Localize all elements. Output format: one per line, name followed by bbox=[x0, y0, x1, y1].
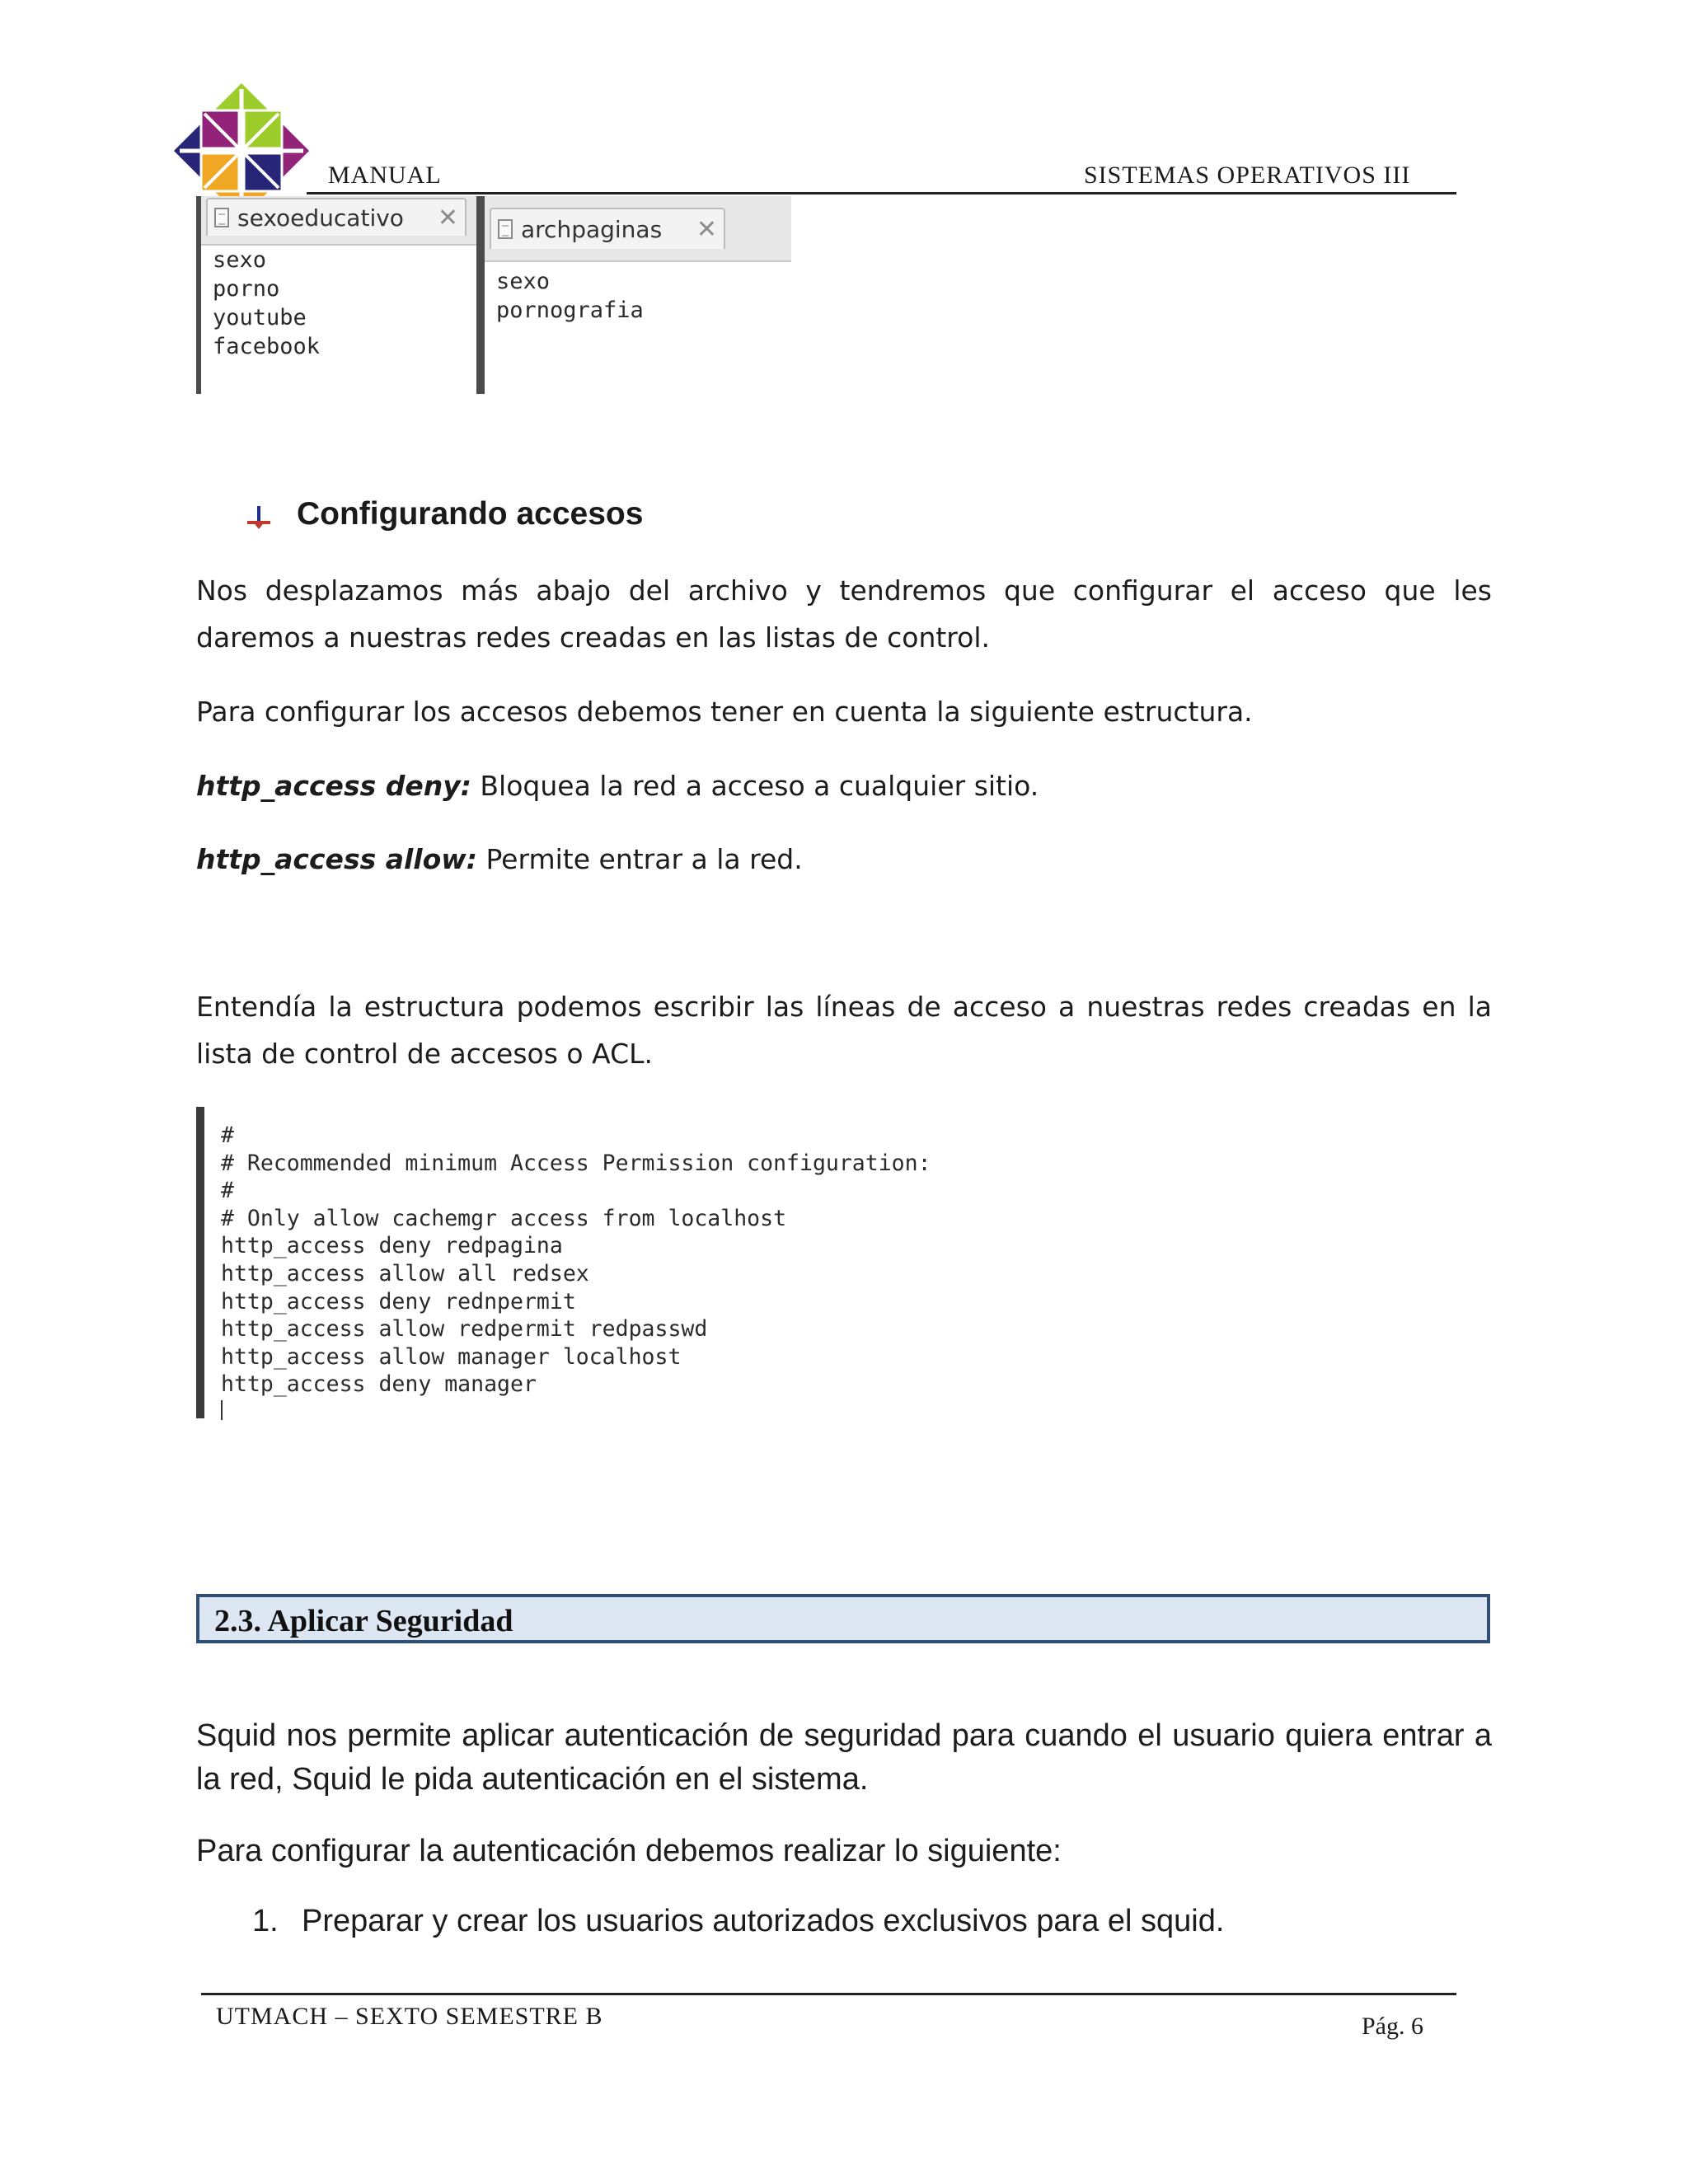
editor-pane-archpaginas bbox=[476, 196, 791, 394]
description: Permite entrar a la red. bbox=[476, 843, 803, 875]
paragraph-allow bbox=[196, 836, 1492, 883]
text-line: youtube bbox=[213, 305, 307, 330]
config-line: http_access deny rednpermit bbox=[221, 1288, 576, 1315]
tab-bar bbox=[201, 196, 478, 246]
footer-left: UTMACH – SEXTO SEMESTRE B bbox=[216, 2003, 603, 2030]
paragraph: Squid nos permite aplicar autenticación de seguridad para cuando el usuario quiera entrar a la red, Squid le pida autenticación en el sistema. bbox=[196, 1718, 1492, 1797]
paragraph-deny bbox=[196, 762, 1492, 809]
tab-label: sexoeducativo bbox=[237, 204, 404, 232]
config-line: # bbox=[221, 1178, 234, 1204]
keyword: http_access deny: bbox=[196, 770, 471, 802]
config-line: http_access deny redpagina bbox=[221, 1233, 563, 1259]
close-icon[interactable]: ✕ bbox=[437, 203, 458, 232]
config-line: http_access allow redpermit redpasswd bbox=[221, 1316, 708, 1343]
config-text bbox=[221, 1122, 931, 1420]
tab-sexoeducativo[interactable] bbox=[206, 198, 467, 236]
editor-text[interactable] bbox=[496, 267, 644, 325]
text-line: facebook bbox=[213, 334, 321, 359]
header-rule bbox=[307, 192, 1456, 194]
section-title: 2.3. Aplicar Seguridad bbox=[214, 1604, 513, 1638]
paragraph: Nos desplazamos más abajo del archivo y tendremos que configurar el acceso que les daremos a nuestras redes creadas en las listas de control. bbox=[196, 574, 1492, 654]
config-line: # Only allow cachemgr access from localhost bbox=[221, 1205, 787, 1231]
tab-label: archpaginas bbox=[521, 215, 663, 243]
subheading: Configurando accesos bbox=[297, 496, 644, 532]
document-icon bbox=[498, 219, 513, 239]
bullet-arrow-icon bbox=[244, 503, 274, 532]
description: Bloquea la red a acceso a cualquier sitio. bbox=[471, 770, 1039, 802]
text-line: porno bbox=[213, 276, 280, 302]
editor-pane-sexoeducativo bbox=[196, 196, 478, 394]
config-line: # bbox=[221, 1122, 234, 1148]
tab-archpaginas[interactable] bbox=[490, 208, 725, 249]
config-line: http_access allow all redsex bbox=[221, 1260, 589, 1286]
header-left: MANUAL bbox=[328, 162, 442, 189]
config-line: # Recommended minimum Access Permission configuration: bbox=[221, 1150, 931, 1176]
list-number: 1. bbox=[252, 1904, 279, 1938]
section-header bbox=[196, 1594, 1490, 1643]
keyword: http_access allow: bbox=[196, 843, 477, 875]
text-line: pornografia bbox=[496, 298, 644, 323]
text-cursor bbox=[221, 1400, 223, 1420]
text-line: sexo bbox=[496, 269, 551, 294]
config-line: http_access allow manager localhost bbox=[221, 1343, 682, 1370]
text-line: sexo bbox=[213, 247, 267, 273]
close-icon[interactable]: ✕ bbox=[696, 214, 717, 244]
footer-rule bbox=[201, 1993, 1456, 1995]
paragraph: Entendía la estructura podemos escribir las líneas de acceso a nuestras redes creadas en la lista de control de accesos o ACL. bbox=[196, 991, 1492, 1070]
paragraph: Para configurar la autenticación debemos realizar lo siguiente: bbox=[196, 1834, 1062, 1868]
config-screenshot bbox=[196, 1107, 946, 1418]
list-text: Preparar y crear los usuarios autorizados exclusivos para el squid. bbox=[302, 1904, 1225, 1938]
paragraph: Para configurar los accesos debemos tener en cuenta la siguiente estructura. bbox=[196, 696, 1253, 728]
page-number: Pág. 6 bbox=[1362, 2013, 1423, 2040]
header-right: SISTEMAS OPERATIVOS III bbox=[1084, 162, 1411, 189]
document-icon bbox=[214, 208, 229, 227]
list-item bbox=[252, 1900, 1224, 1943]
tab-bar bbox=[485, 196, 791, 262]
config-line: http_access deny manager bbox=[221, 1371, 537, 1398]
editor-text[interactable] bbox=[213, 246, 320, 361]
